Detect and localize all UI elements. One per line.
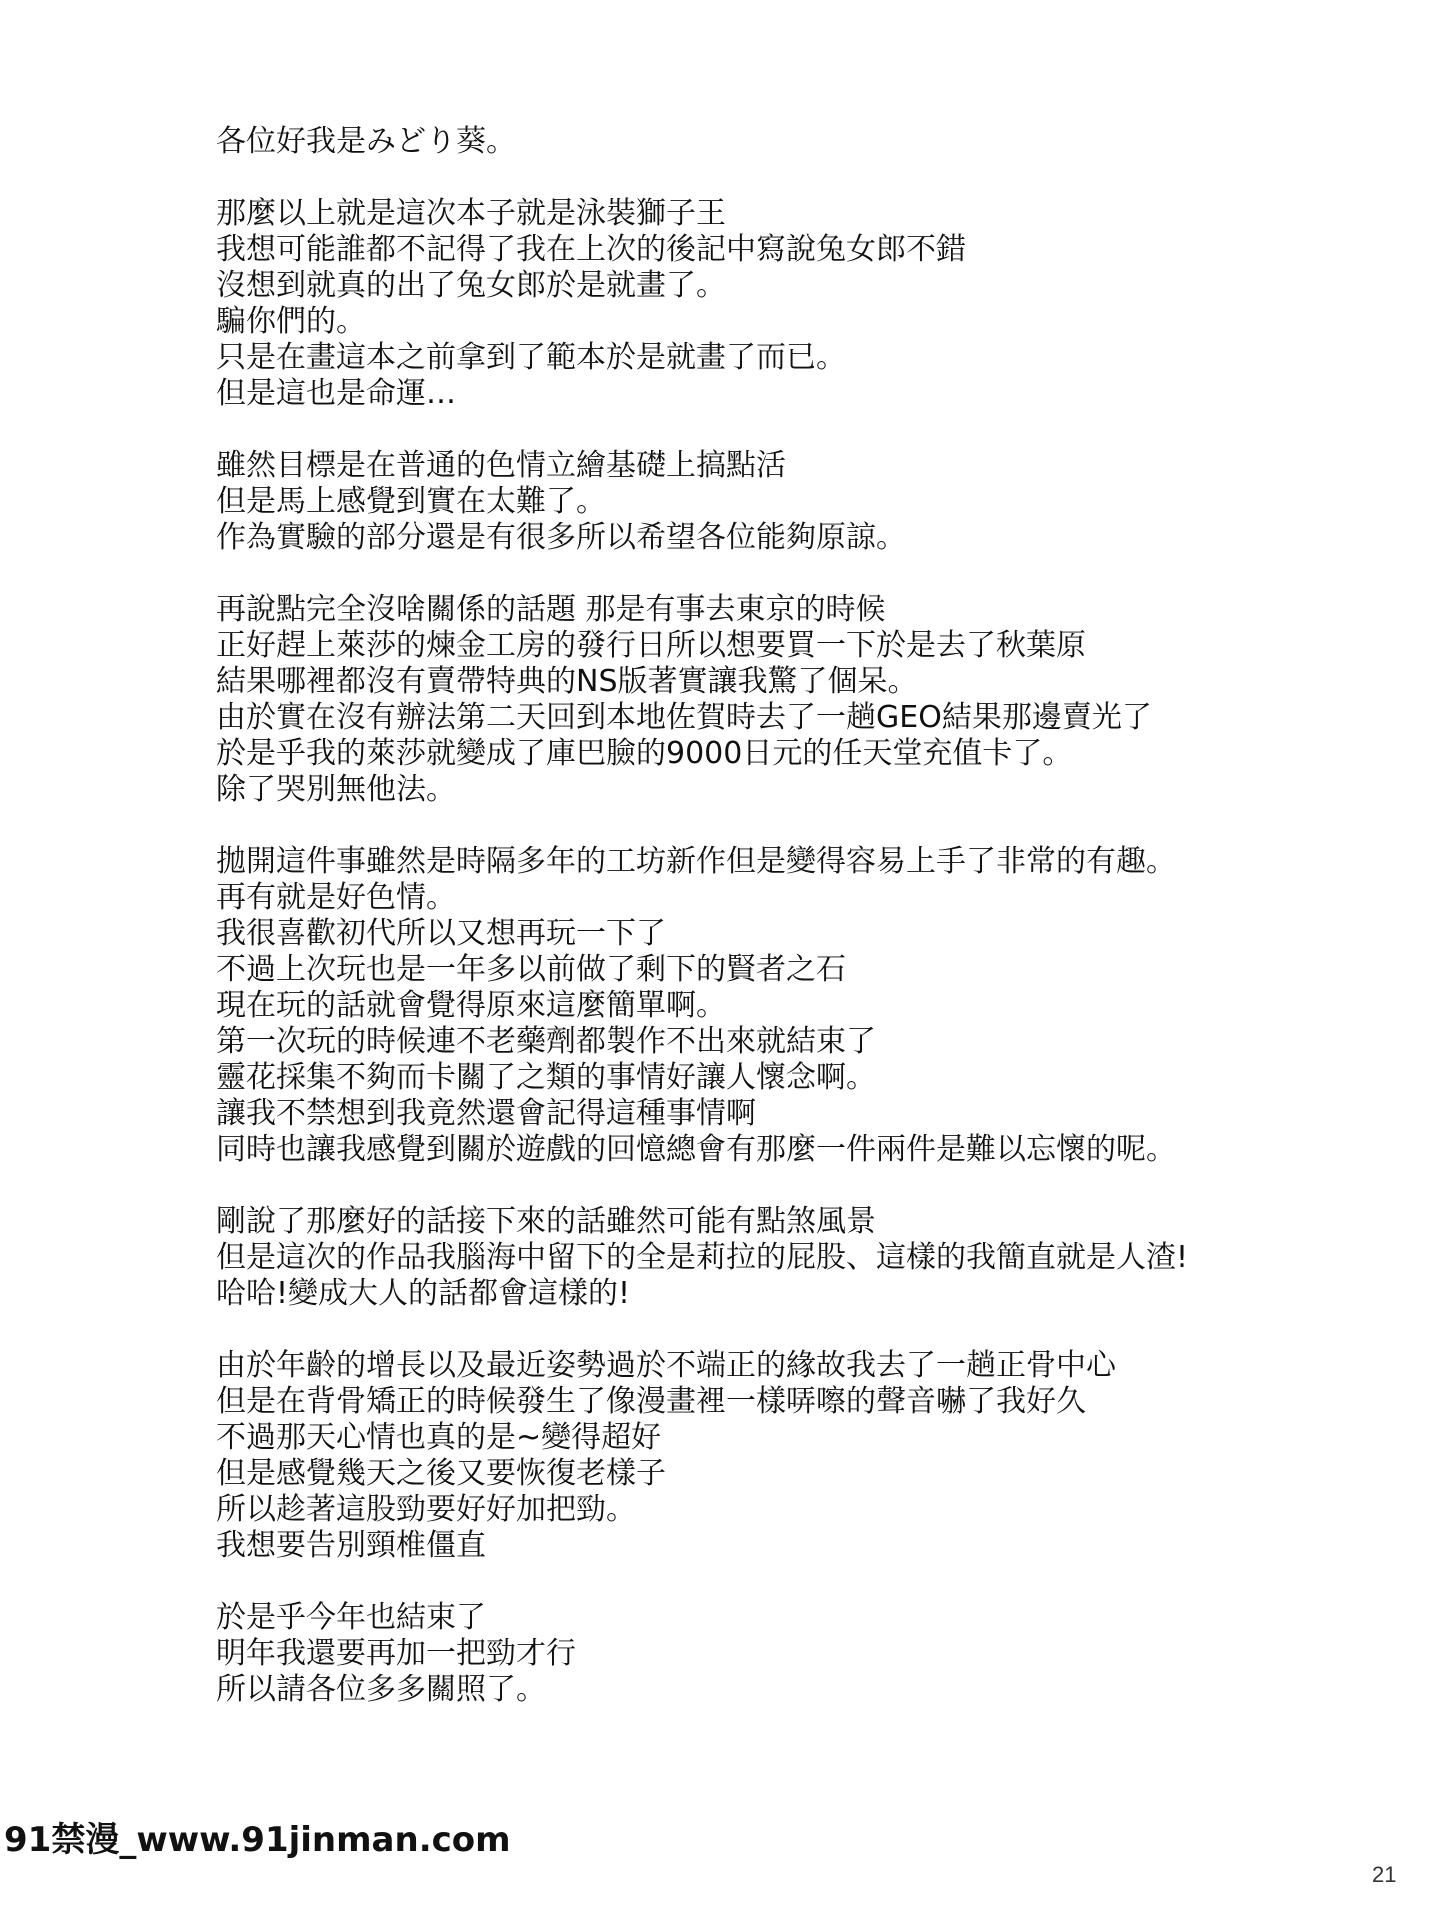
paragraph (216, 1348, 1336, 1564)
text-line: 剛說了那麼好的話接下來的話雖然可能有點煞風景 (216, 1204, 876, 1239)
paragraph-gap (216, 1312, 1336, 1348)
text-line: 那麼以上就是這次本子就是泳裝獅子王 (216, 196, 726, 231)
text-line: 但是這也是命運… (216, 376, 456, 411)
text-line: 由於實在沒有辦法第二天回到本地佐賀時去了一趟GEO結果那邊賣光了 (216, 700, 1152, 735)
text-line: 我想可能誰都不記得了我在上次的後記中寫說兔女郎不錯 (216, 232, 966, 267)
text-line: 再說點完全沒啥關係的話題 那是有事去東京的時候 (216, 592, 886, 627)
text-line: 所以請各位多多關照了。 (216, 1672, 546, 1707)
text-line: 所以趁著這股勁要好好加把勁。 (216, 1492, 636, 1527)
text-line: 各位好我是みどり葵。 (216, 124, 516, 159)
paragraph (216, 196, 1336, 412)
text-line: 作為實驗的部分還是有很多所以希望各位能夠原諒。 (216, 520, 906, 555)
text-line: 現在玩的話就會覺得原來這麼簡單啊。 (216, 988, 726, 1023)
afterword-text (216, 124, 1336, 1708)
text-line: 我很喜歡初代所以又想再玩一下了 (216, 916, 666, 951)
text-line: 由於年齡的增長以及最近姿勢過於不端正的緣故我去了一趟正骨中心 (216, 1348, 1116, 1383)
text-line: 不過上次玩也是一年多以前做了剩下的賢者之石 (216, 952, 846, 987)
text-line: 不過那天心情也真的是~變得超好 (216, 1420, 662, 1455)
text-line: 沒想到就真的出了兔女郎於是就畫了。 (216, 268, 726, 303)
text-line: 但是感覺幾天之後又要恢復老樣子 (216, 1456, 666, 1491)
paragraph (216, 124, 1336, 160)
text-line: 靈花採集不夠而卡關了之類的事情好讓人懷念啊。 (216, 1060, 876, 1095)
text-line: 再有就是好色情。 (216, 880, 456, 915)
text-line: 正好趕上萊莎的煉金工房的發行日所以想要買一下於是去了秋葉原 (216, 628, 1086, 663)
text-line: 於是乎我的萊莎就變成了庫巴臉的9000日元的任天堂充值卡了。 (216, 736, 1073, 771)
paragraph (216, 1204, 1336, 1312)
text-line: 雖然目標是在普通的色情立繪基礎上搞點活 (216, 448, 786, 483)
text-line: 騙你們的。 (216, 304, 366, 339)
text-line: 但是馬上感覺到實在太難了。 (216, 484, 606, 519)
text-line: 拋開這件事雖然是時隔多年的工坊新作但是變得容易上手了非常的有趣。 (216, 844, 1176, 879)
text-line: 但是這次的作品我腦海中留下的全是莉拉的屁股、這樣的我簡直就是人渣! (216, 1240, 1189, 1275)
text-line: 第一次玩的時候連不老藥劑都製作不出來就結束了 (216, 1024, 876, 1059)
text-line: 但是在背骨矯正的時候發生了像漫畫裡一樣哢嚓的聲音嚇了我好久 (216, 1384, 1086, 1419)
paragraph (216, 592, 1336, 808)
text-line: 除了哭別無他法。 (216, 772, 456, 807)
paragraph-gap (216, 412, 1336, 448)
text-line: 只是在畫這本之前拿到了範本於是就畫了而已。 (216, 340, 846, 375)
text-line: 明年我還要再加一把勁才行 (216, 1636, 576, 1671)
paragraph (216, 844, 1336, 1168)
paragraph-gap (216, 1168, 1336, 1204)
text-line: 哈哈!變成大人的話都會這樣的! (216, 1276, 631, 1311)
site-watermark: 91禁漫_www.91jinman.com (4, 1820, 511, 1860)
paragraph-gap (216, 1564, 1336, 1600)
paragraph-gap (216, 556, 1336, 592)
text-line: 於是乎今年也結束了 (216, 1600, 486, 1635)
text-line: 同時也讓我感覺到關於遊戲的回憶總會有那麼一件兩件是難以忘懷的呢。 (216, 1132, 1176, 1167)
paragraph (216, 448, 1336, 556)
paragraph-gap (216, 160, 1336, 196)
text-line: 我想要告別頸椎僵直 (216, 1528, 486, 1563)
text-line: 讓我不禁想到我竟然還會記得這種事情啊 (216, 1096, 756, 1131)
paragraph-gap (216, 808, 1336, 844)
text-line: 結果哪裡都沒有賣帶特典的NS版著實讓我驚了個呆。 (216, 664, 918, 699)
paragraph (216, 1600, 1336, 1708)
page-number: 21 (1372, 1862, 1397, 1887)
